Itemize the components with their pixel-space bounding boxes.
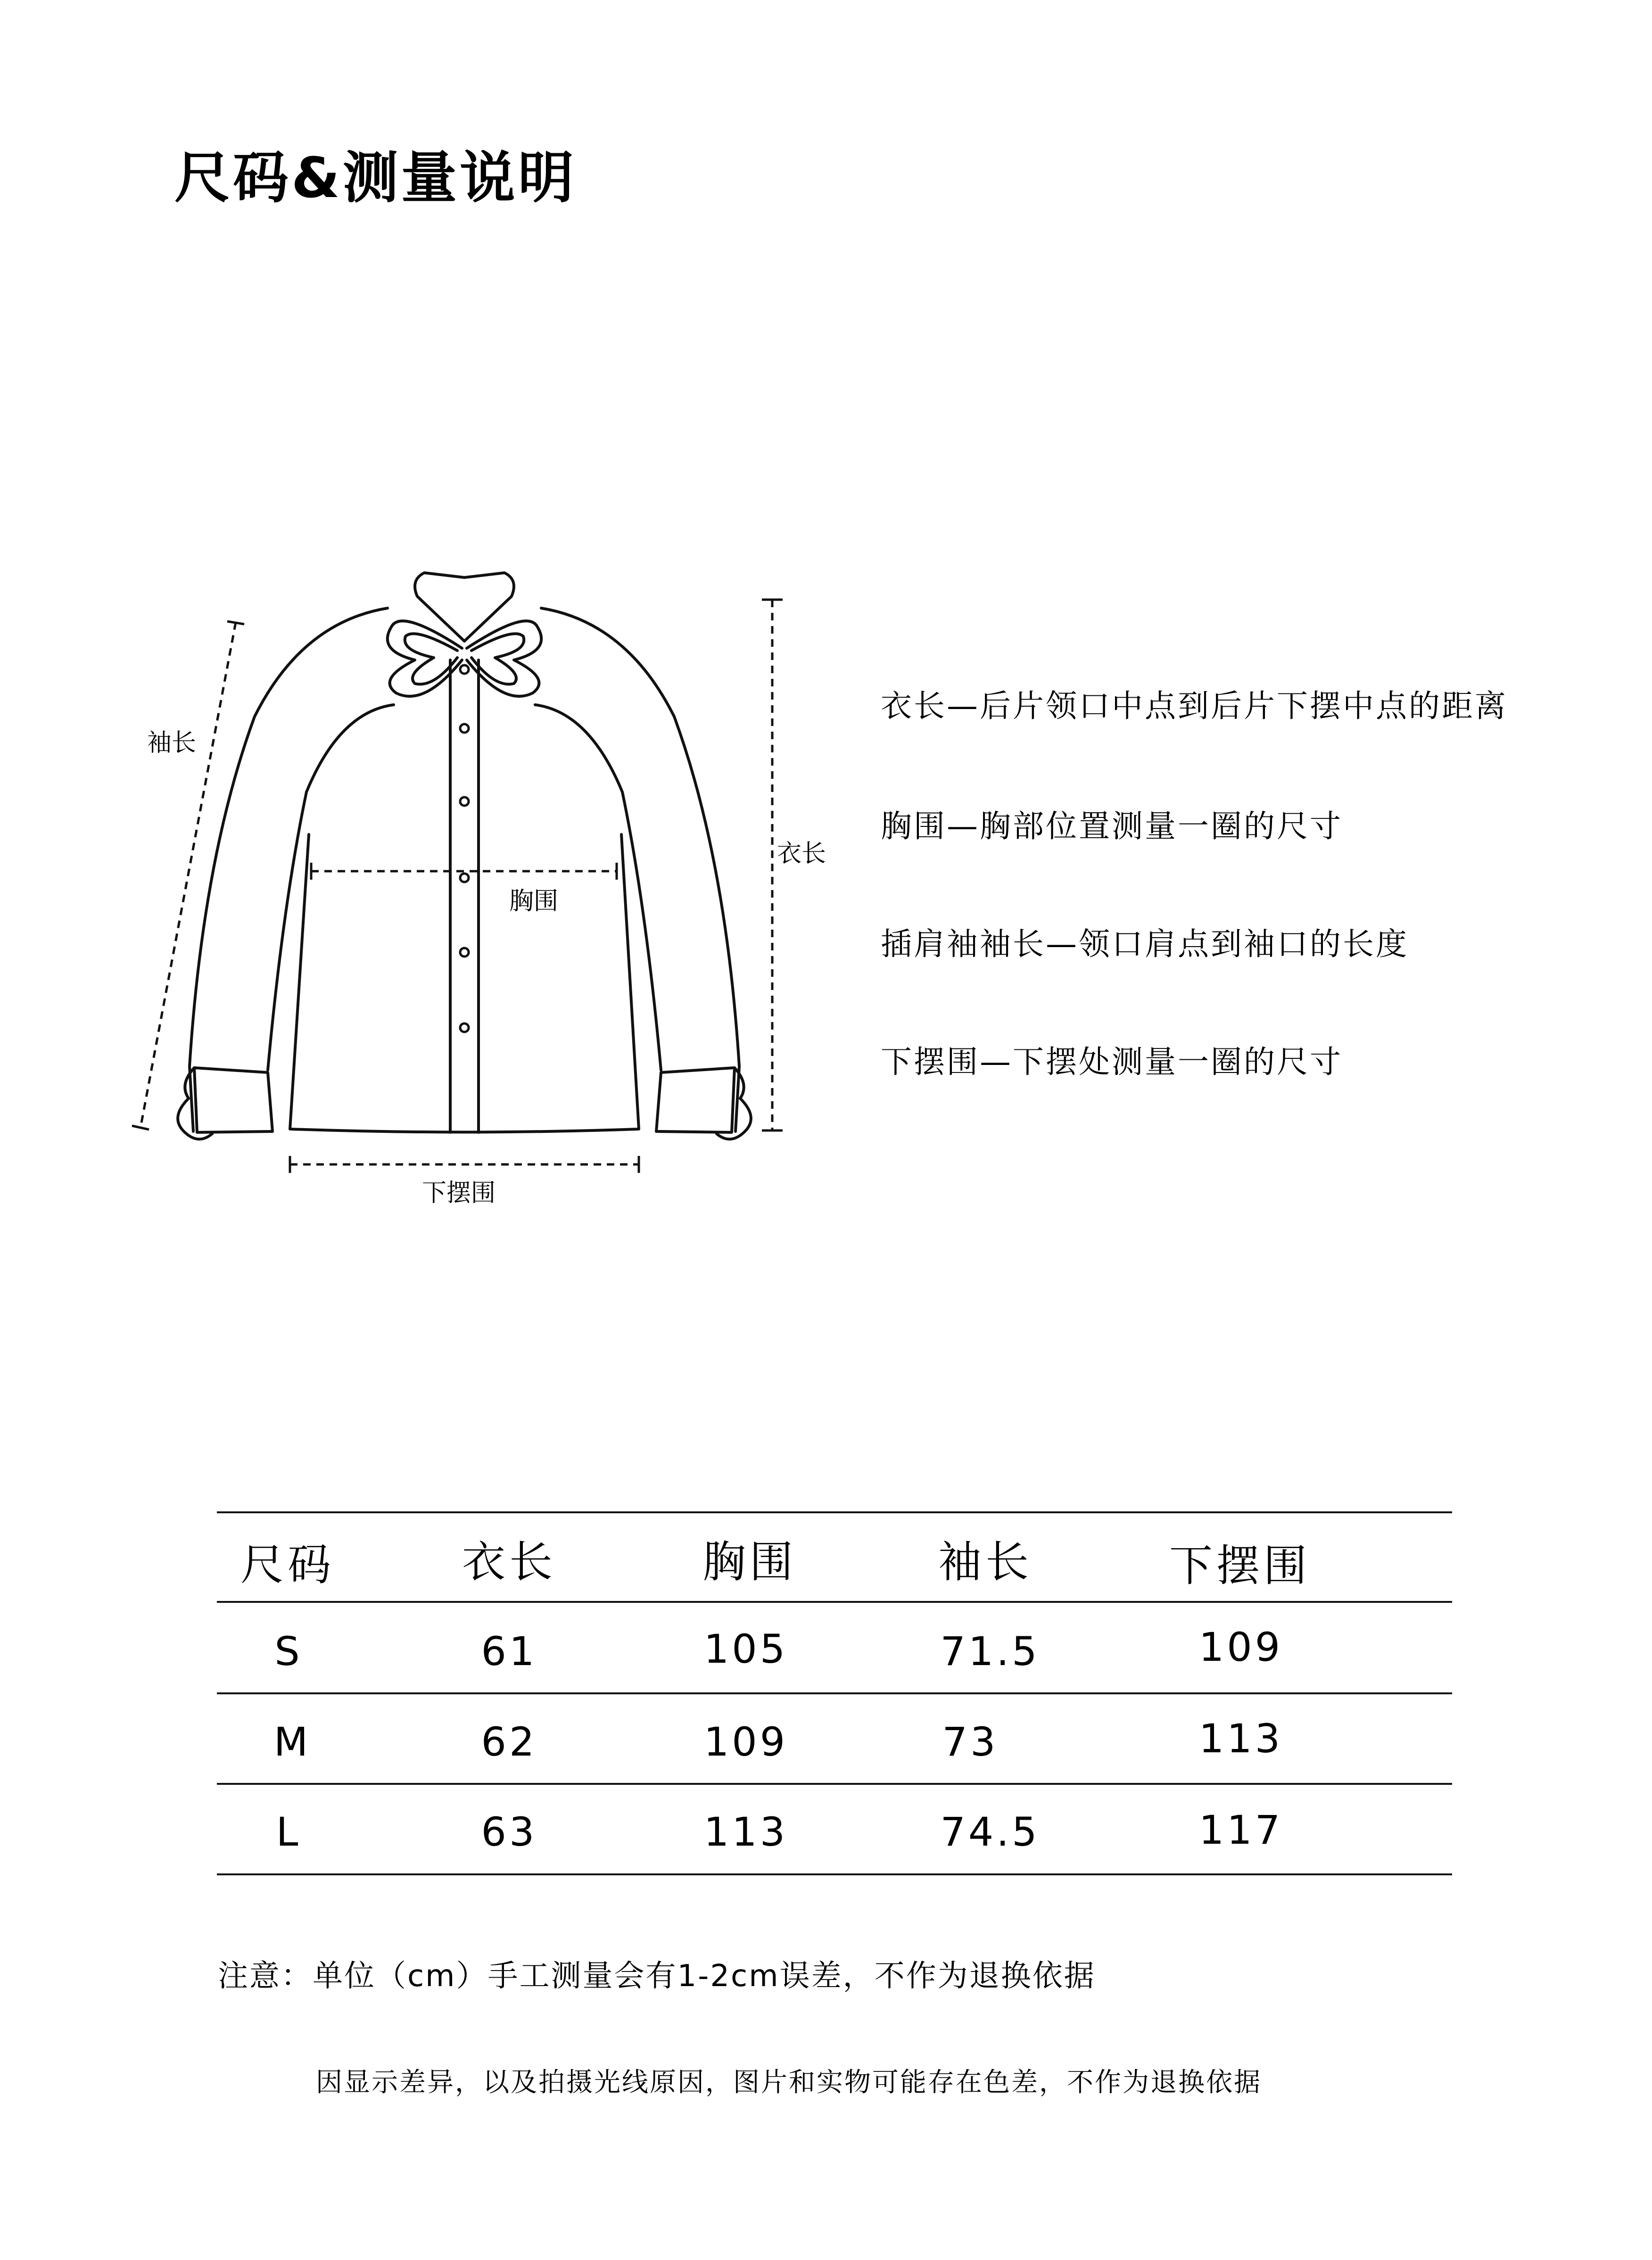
left-cuff (194, 1068, 273, 1132)
note-color-difference: 因显示差异，以及拍摄光线原因，图片和实物可能存在色差，不作为退换依据 (316, 2067, 1262, 2098)
table-cell-l-hem: 117 (1198, 1807, 1283, 1853)
table-cell-s-size: S (274, 1628, 303, 1674)
note-unit-tolerance: 注意：单位（cm）手工测量会有1-2cm误差，不作为退换依据 (218, 1959, 1096, 1994)
sleeve-measure-tick-bottom (132, 1126, 149, 1130)
button-6 (460, 1023, 469, 1032)
description-chest: 胸围—胸部位置测量一圈的尺寸 (881, 808, 1343, 844)
sleeve-length-label: 袖长 (147, 729, 197, 757)
table-cell-m-length: 62 (481, 1719, 537, 1765)
sleeve-measure-line (140, 622, 236, 1128)
table-cell-m-sleeve: 73 (942, 1719, 999, 1765)
table-cell-l-sleeve: 74.5 (940, 1809, 1040, 1855)
left-sleeve-outline (190, 608, 388, 1131)
button-4 (460, 874, 469, 882)
hem-label: 下摆围 (422, 1179, 496, 1207)
table-cell-m-hem: 113 (1198, 1716, 1283, 1762)
table-cell-l-length: 63 (481, 1809, 537, 1855)
table-cell-s-sleeve: 71.5 (940, 1628, 1040, 1674)
table-header-sleeve: 袖长 (938, 1537, 1033, 1587)
table-cell-m-chest: 109 (703, 1719, 788, 1765)
button-1 (460, 665, 469, 674)
table-cell-l-chest: 113 (703, 1809, 788, 1855)
page-title: 尺码&测量说明 (174, 145, 577, 210)
table-header-size: 尺码 (240, 1540, 335, 1590)
collar-left (415, 573, 464, 641)
right-sleeve-outline (541, 608, 739, 1131)
table-cell-s-length: 61 (481, 1628, 537, 1674)
sleeve-measure-tick-top (227, 621, 244, 624)
table-cell-l-size: L (276, 1809, 301, 1855)
table-rule-header (217, 1601, 1452, 1603)
button-2 (460, 724, 469, 733)
right-cuff (656, 1068, 735, 1132)
table-rule-row1 (217, 1692, 1452, 1694)
table-cell-m-size: M (273, 1719, 311, 1765)
table-header-length: 衣长 (462, 1537, 557, 1587)
table-rule-top (217, 1511, 1452, 1513)
chest-label: 胸围 (509, 887, 559, 916)
table-header-chest: 胸围 (702, 1537, 797, 1587)
description-sleeve: 插肩袖袖长—领口肩点到袖口的长度 (881, 926, 1409, 962)
table-rule-bottom (217, 1873, 1452, 1875)
table-cell-s-chest: 105 (703, 1626, 788, 1672)
left-armhole-line (268, 705, 394, 1070)
button-3 (460, 797, 469, 806)
description-length: 衣长—后片领口中点到后片下摆中点的距离 (881, 688, 1508, 724)
description-hem: 下摆围—下摆处测量一圈的尺寸 (881, 1044, 1343, 1080)
body-length-label: 衣长 (777, 840, 826, 868)
collar-right (464, 573, 514, 641)
table-rule-row2 (217, 1783, 1452, 1785)
table-cell-s-hem: 109 (1198, 1624, 1283, 1670)
table-header-hem: 下摆围 (1169, 1541, 1311, 1591)
button-5 (460, 948, 469, 957)
